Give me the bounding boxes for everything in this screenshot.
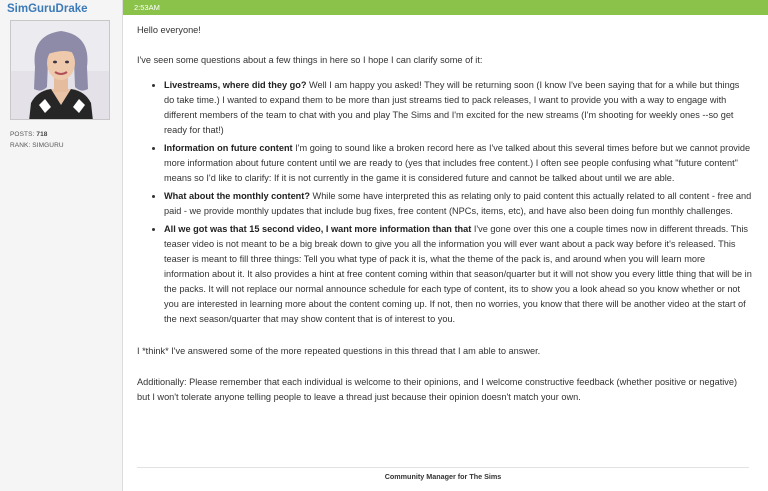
faq-body: Well I am happy you asked! They will be returning soon (I know I've been saying that for a while but things do take time.) I wanted to expand them to be more than just streams tied to pack releases, I want to provide you with a way to engage with different members of the team to chat with you and play The Sims and I'm excited for the new streams (I'm shooting for weekly ones --so get ready for that!) — [164, 80, 740, 135]
author-sidebar — [0, 0, 123, 491]
post-outro: I *think* I've answered some of the more repeated questions in this thread that I am able to answer. — [137, 346, 541, 356]
faq-heading: Livestreams, where did they go? — [164, 80, 307, 90]
faq-body: While some have interpreted this as relating only to paid content this actually related to all content - free and paid - we provide monthly updates that include bug fixes, free content (NPCs, items, etc), and have also been doing fun monthly challenges. — [164, 191, 752, 216]
author-avatar[interactable] — [10, 20, 110, 120]
author-rank — [10, 142, 64, 149]
post-body — [137, 23, 752, 405]
faq-item-future-content — [164, 141, 752, 186]
faq-list — [137, 78, 752, 327]
rank-label: RANK: — [10, 142, 31, 149]
post-signature: Community Manager for The Sims — [384, 472, 502, 481]
faq-item-teaser-video — [164, 222, 752, 327]
faq-body: I've gone over this one a couple times now in different threads. This teaser video is not meant to be a big break down to give you all the information you will ever want about a pack way before it's released. This teaser is meant to fill three things: Tell you what type of pack it is, what the theme of the pack is, and around when you will learn more information about it. It also provides a hint at free content coming within that season/quarter but it will not show you every little thing that will be in the packs. It will not replace our normal announce schedule for each type of content, its to show you a look ahead so you know whether or not you are interested in learning more about the content coming up. If not, then no worries, you know that there will be another video at the start of the next season/quarter that may show content that is of interest to you. — [164, 224, 752, 324]
avatar-image — [11, 21, 110, 120]
post-intro: I've seen some questions about a few things in here so I hope I can clarify some of it: — [137, 55, 483, 65]
signature-divider — [137, 467, 749, 468]
faq-heading: All we got was that 15 second video, I want more information than that — [164, 224, 472, 234]
post-greeting: Hello everyone! — [137, 25, 201, 35]
post-header-bar — [123, 0, 768, 15]
faq-item-livestreams — [164, 78, 752, 138]
faq-heading: Information on future content — [164, 143, 293, 153]
faq-body: I'm going to sound like a broken record here as I've talked about this several times before but we cannot provide more information about future content until we are ready to (yes that includes free content.) I often see people confusing what "future content" means so I'd like to clarify: If it is not currently in the game it is considered future and cannot be talked about until we are able. — [164, 143, 751, 183]
faq-item-monthly-content — [164, 189, 752, 219]
author-username-link[interactable]: SimGuruDrake — [7, 3, 88, 15]
post-timestamp: 2:53AM — [134, 3, 160, 12]
posts-label: POSTS: — [10, 131, 35, 138]
posts-value: 718 — [36, 131, 48, 138]
faq-heading: What about the monthly content? — [164, 191, 310, 201]
rank-value: SIMGURU — [32, 142, 64, 149]
author-post-count — [10, 131, 48, 138]
post-additional-note: Additionally: Please remember that each individual is welcome to their opinions, and I welcome constructive feedback (whether positive or negative) but I won't tolerate anyone telling people to leave a thread just because their opinion doesn't match your own. — [137, 377, 738, 402]
